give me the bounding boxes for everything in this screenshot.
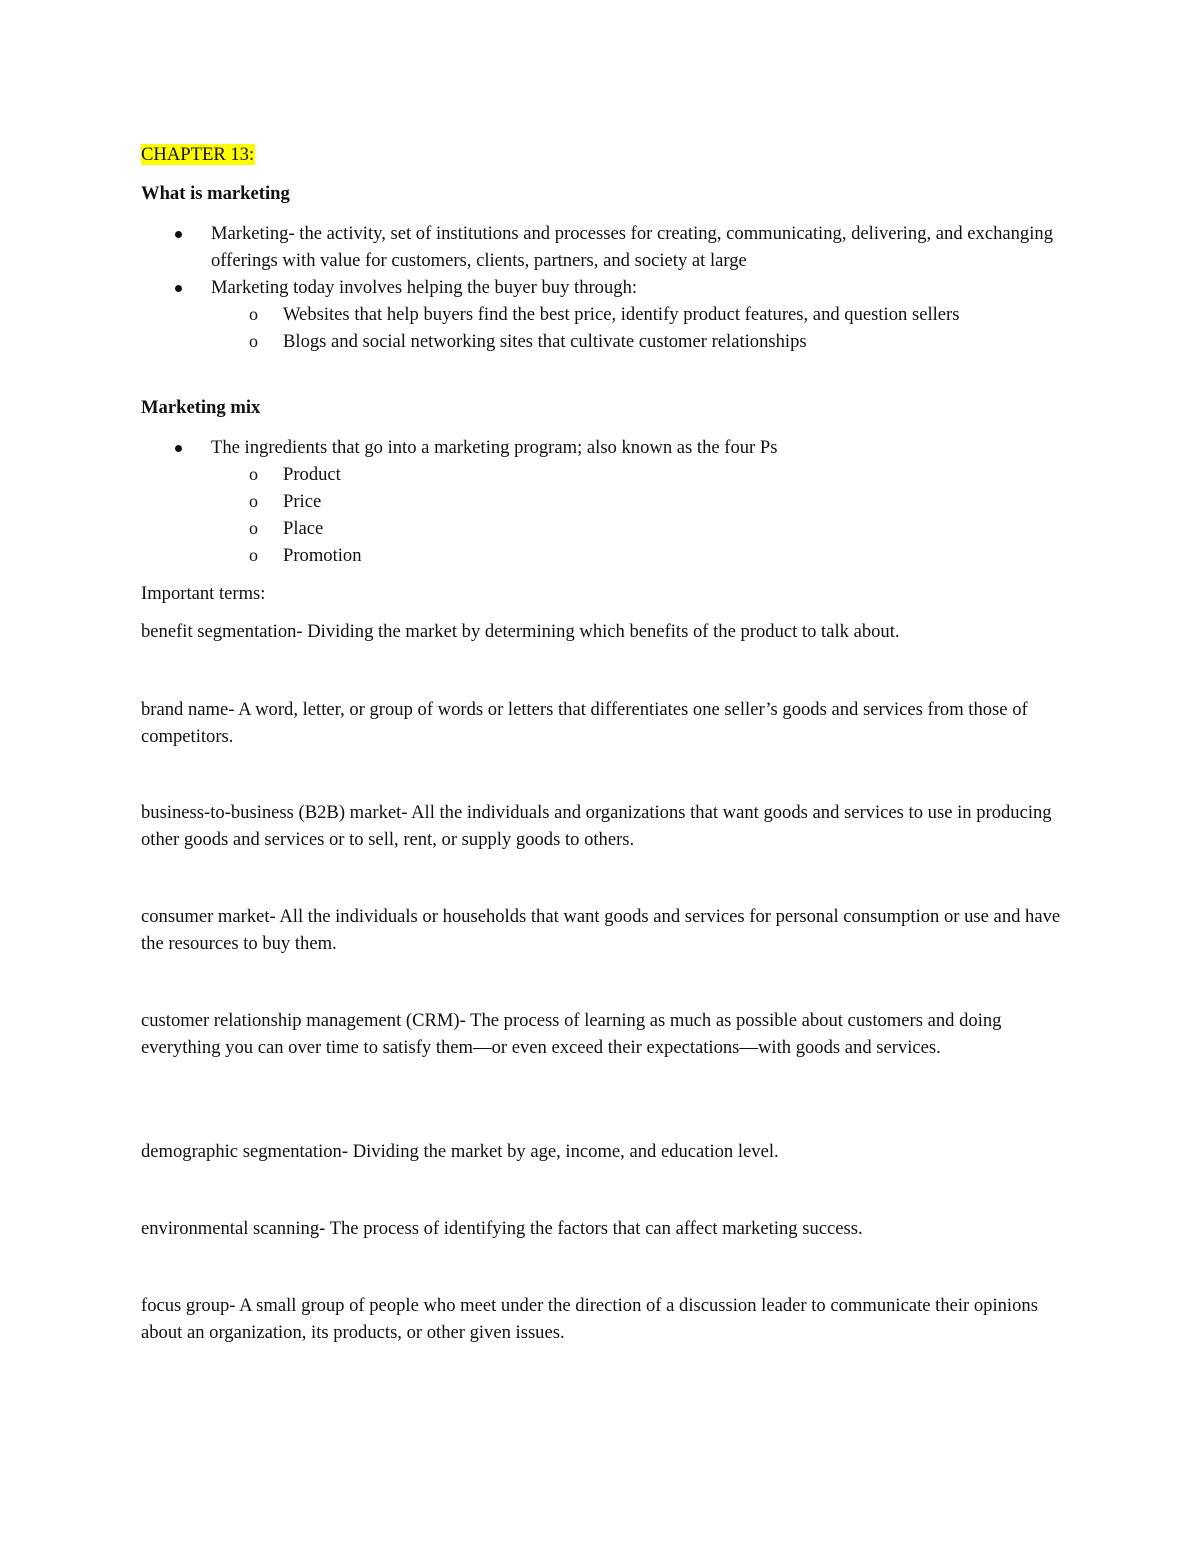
sub-list-item — [211, 515, 1061, 542]
term-definition: brand name- A word, letter, or group of words or letters that differentiates one seller’s goods and services from those of competitors. — [141, 699, 1028, 747]
circle-bullet-icon: o — [249, 545, 258, 565]
sub-list-item — [211, 488, 1061, 515]
chapter-heading — [141, 141, 255, 168]
term-definition: benefit segmentation- Dividing the market by determining which benefits of the product to talk about. — [141, 621, 900, 642]
sub-list-item-text: Price — [283, 491, 322, 512]
sub-list — [211, 301, 1061, 355]
sub-list-item — [211, 328, 1061, 355]
bullet-icon — [175, 231, 182, 238]
what-is-marketing-list — [141, 220, 1061, 355]
term-definition: business-to-business (B2B) market- All the individuals and organizations that want goods and services to use in producing other goods and services or to sell, rent, or supply goods to others. — [141, 802, 1052, 850]
bullet-icon — [175, 285, 182, 292]
chapter-heading-text: CHAPTER 13: — [141, 144, 255, 165]
circle-bullet-icon: o — [249, 331, 258, 351]
term-definition: focus group- A small group of people who meet under the direction of a discussion leader to communicate their opinions about an organization, its products, or other given issues. — [141, 1295, 1038, 1343]
sub-list-item — [211, 301, 1061, 328]
bullet-icon — [175, 445, 182, 452]
sub-list-item-text: Product — [283, 464, 341, 485]
circle-bullet-icon: o — [249, 464, 258, 484]
sub-list-item-text: Websites that help buyers find the best price, identify product features, and question sellers — [283, 304, 960, 325]
important-terms-label: Important terms: — [141, 583, 266, 604]
list-item — [141, 220, 1061, 274]
sub-list-item — [211, 542, 1061, 569]
sub-list-item-text: Place — [283, 518, 324, 539]
list-item-text: The ingredients that go into a marketing program; also known as the four Ps — [211, 437, 778, 458]
list-item-text: Marketing- the activity, set of institutions and processes for creating, communicating, delivering, and exchanging offerings with value for customers, clients, partners, and society at large — [211, 223, 1053, 271]
list-item — [141, 434, 1061, 569]
sub-list-item — [211, 461, 1061, 488]
term-definition: consumer market- All the individuals or households that want goods and services for personal consumption or use and have the resources to buy them. — [141, 906, 1061, 954]
four-ps-list — [211, 461, 1061, 569]
term-definition: customer relationship management (CRM)- The process of learning as much as possible about customers and doing everything you can over time to satisfy them—or even exceed their expectations—with goods and services. — [141, 1010, 1002, 1058]
marketing-mix-list — [141, 434, 1061, 569]
term-definition: demographic segmentation- Dividing the market by age, income, and education level. — [141, 1141, 779, 1162]
list-item — [141, 274, 1061, 355]
circle-bullet-icon: o — [249, 304, 258, 324]
circle-bullet-icon: o — [249, 491, 258, 511]
list-item-text: Marketing today involves helping the buyer buy through: — [211, 277, 638, 298]
sub-list-item-text: Blogs and social networking sites that cultivate customer relationships — [283, 331, 807, 352]
term-definition: environmental scanning- The process of identifying the factors that can affect marketing success. — [141, 1218, 863, 1239]
sub-list-item-text: Promotion — [283, 545, 362, 566]
section-title-what-is-marketing: What is marketing — [141, 183, 290, 204]
circle-bullet-icon: o — [249, 518, 258, 538]
section-title-marketing-mix: Marketing mix — [141, 397, 261, 418]
